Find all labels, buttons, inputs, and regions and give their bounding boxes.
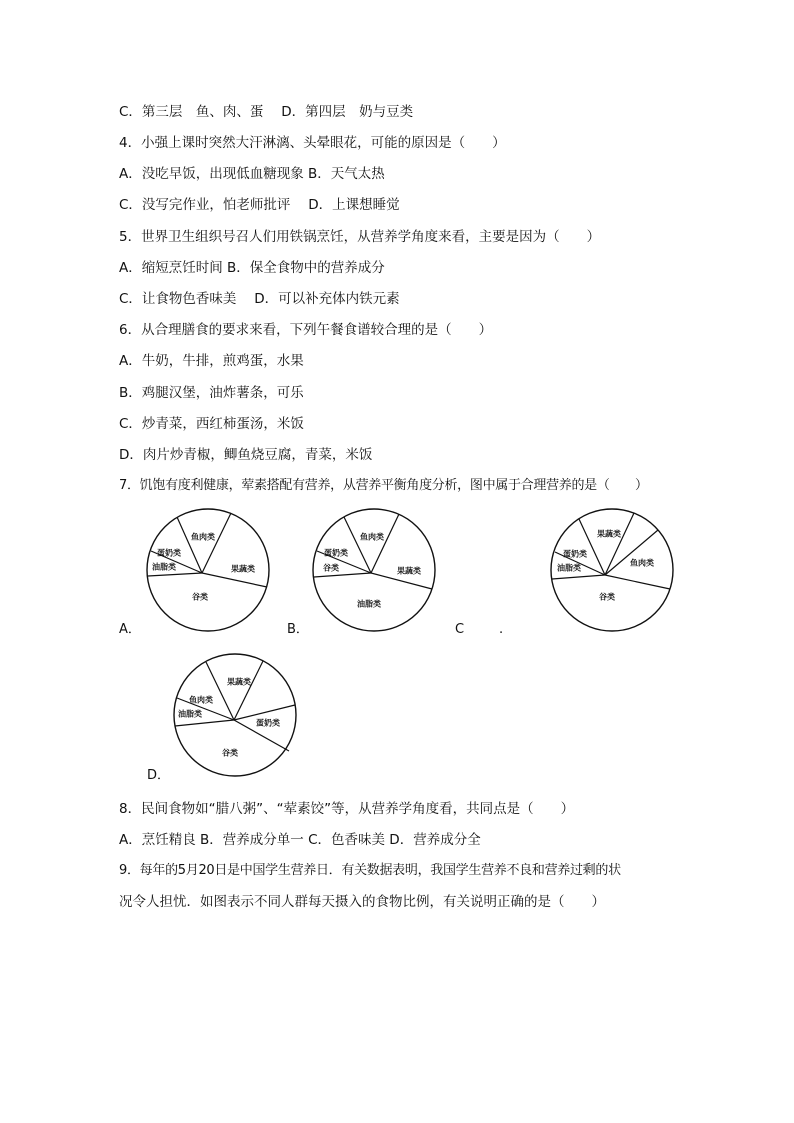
pie-a-label-3: 油脂类	[152, 562, 176, 572]
q4-option-ab: A．没吃早饭，出现低血糖现象 B．天气太热	[119, 166, 385, 182]
q5-option-ab: A．缩短烹饪时间 B．保全食物中的营养成分	[119, 260, 385, 276]
q9-question-line2: 况令人担忧．如图表示不同人群每天摄入的食物比例，有关说明正确的是（ ）	[119, 894, 605, 910]
pie-d-label-0: 果蔬类	[227, 677, 251, 687]
pie-c-label-2: 谷类	[599, 592, 615, 602]
q4-question: 4．小强上课时突然大汗淋漓、头晕眼花，可能的原因是（ ）	[119, 135, 506, 151]
pie-a-label-2: 谷类	[192, 592, 208, 602]
pie-b-label-3: 谷类	[323, 563, 339, 573]
q6-option-b: B．鸡腿汉堡，油炸薯条，可乐	[119, 385, 304, 401]
q5-option-cd: C．让食物色香味美 D．可以补充体内铁元素	[119, 291, 400, 307]
pie-chart-b	[309, 505, 439, 635]
pie-a-label-0: 鱼肉类	[191, 532, 215, 542]
pie-c-label-3: 油脂类	[557, 563, 581, 573]
pie-c-label-0: 果蔬类	[597, 529, 621, 539]
pie-b-label-0: 鱼肉类	[360, 532, 384, 542]
q6-option-a: A．牛奶，牛排，煎鸡蛋，水果	[119, 353, 304, 369]
pie-d-label-1: 蛋奶类	[256, 718, 280, 728]
pie-a-label-4: 蛋奶类	[157, 548, 181, 558]
pie-d-label-3: 油脂类	[178, 709, 202, 719]
pie-d-label-2: 谷类	[222, 748, 238, 758]
q6-option-c: C．炒青菜，西红柿蛋汤，米饭	[119, 416, 304, 432]
q7-option-c-dot: .	[499, 622, 504, 637]
pie-chart-c	[547, 505, 677, 635]
pie-c-label-1: 鱼肉类	[630, 558, 654, 568]
q7-option-c-label: C	[455, 622, 465, 637]
pie-b-label-4: 蛋奶类	[324, 548, 348, 558]
pie-chart-d	[170, 650, 300, 780]
q5-question: 5．世界卫生组织号召人们用铁锅烹饪，从营养学角度来看，主要是因为（ ）	[119, 229, 601, 245]
q6-option-d: D．肉片炒青椒，鲫鱼烧豆腐，青菜，米饭	[119, 447, 373, 463]
q7-option-b-label: B．	[287, 622, 309, 637]
pie-b-label-1: 果蔬类	[397, 566, 421, 576]
q9-question-line1: 9．每年的5月20日是中国学生营养日．有关数据表明，我国学生营养不良和营养过剩的状	[119, 863, 621, 878]
pie-d-label-4: 鱼肉类	[189, 695, 213, 705]
q6-question: 6．从合理膳食的要求来看，下列午餐食谱较合理的是（ ）	[119, 322, 493, 338]
q3-option-cd: C．第三层 鱼、肉、蛋 D．第四层 奶与豆类	[119, 104, 414, 120]
pie-c-label-4: 蛋奶类	[563, 549, 587, 559]
q8-options: A．烹饪精良 B．营养成分单一 C．色香味美 D．营养成分全	[119, 832, 481, 848]
q4-option-cd: C．没写完作业，怕老师批评 D．上课想睡觉	[119, 197, 400, 213]
q7-option-a-label: A．	[119, 622, 141, 637]
q8-question: 8．民间食物如“腊八粥”、“荤素饺”等，从营养学角度看，共同点是（ ）	[119, 801, 575, 817]
pie-b-label-2: 油脂类	[357, 599, 381, 609]
pie-a-label-1: 果蔬类	[231, 564, 255, 574]
pie-chart-a	[143, 505, 273, 635]
q7-question: 7．饥饱有度利健康，荤素搭配有营养，从营养平衡角度分析，图中属于合理营养的是（ ）	[119, 478, 648, 493]
q7-option-d-label: D．	[147, 768, 171, 783]
